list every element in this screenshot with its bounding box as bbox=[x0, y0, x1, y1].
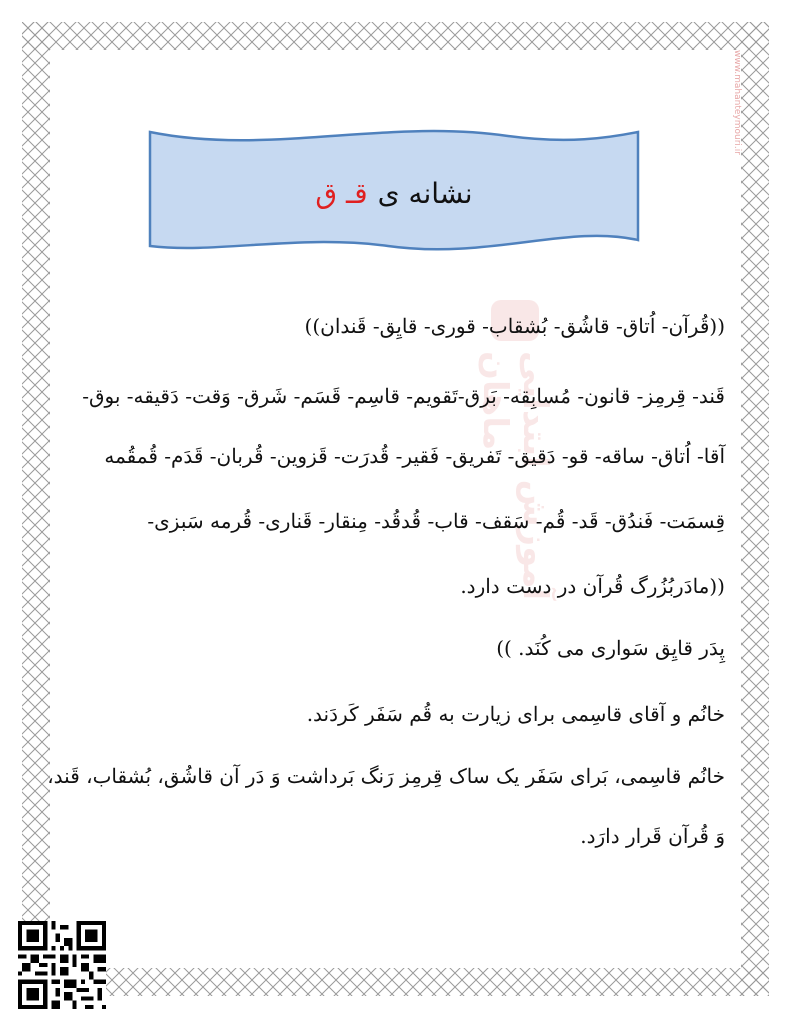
text-line: پِدَر قایِق سَواری می کُنَد. )) bbox=[496, 636, 725, 660]
title-banner bbox=[148, 128, 640, 258]
text-line: وَ قُرآن قَرار دارَد. bbox=[580, 824, 725, 848]
qr-code-icon bbox=[18, 921, 106, 1009]
text-line: ((مادَربُزُرگ قُرآن در دست دارد. bbox=[460, 574, 725, 598]
page-title bbox=[148, 128, 640, 258]
text-line: خانُم و آقای قاسِمی برای زیارت به قُم سَفَر کَردَند. bbox=[306, 702, 725, 726]
text-line: قَند- قِرمِز- قانون- مُسابِقه- بَرق-تَقویم- قاسِم- قَسَم- شَرق- وَقت- دَقیقه- بوق- bbox=[82, 384, 725, 408]
title-text: نشانه ی bbox=[377, 176, 473, 210]
text-line: ((قُرآن- اُتاق- قاشُق- بُشقاب- قوری- قایِق- قَندان)) bbox=[304, 314, 725, 338]
watermark bbox=[470, 300, 560, 660]
text-line: خانُم قاسِمی، بَرای سَفَر یک ساک قِرمِز رَنگ بَرداشت وَ دَر آن قاشُق، بُشقاب، قَند، bbox=[47, 764, 725, 788]
title-highlight-letters: قـ ق bbox=[315, 176, 368, 210]
text-line: قِسمَت- فَندُق- قَد- قُم- سَقف- قاب- قُدقُد- مِنقار- قَناری- قُرمه سَبزی- bbox=[147, 509, 725, 533]
side-watermark-text: www.mahanteymouri.ir bbox=[732, 50, 742, 155]
text-line: آقا- اُتاق- ساقه- قو- دَقیق- تَفریق- فَقیر- قُدرَت- قَزوین- قُربان- قَدَم- قُمقُمه bbox=[104, 444, 725, 468]
watermark-text: آموزش ابتدایی ماهان bbox=[475, 351, 555, 601]
